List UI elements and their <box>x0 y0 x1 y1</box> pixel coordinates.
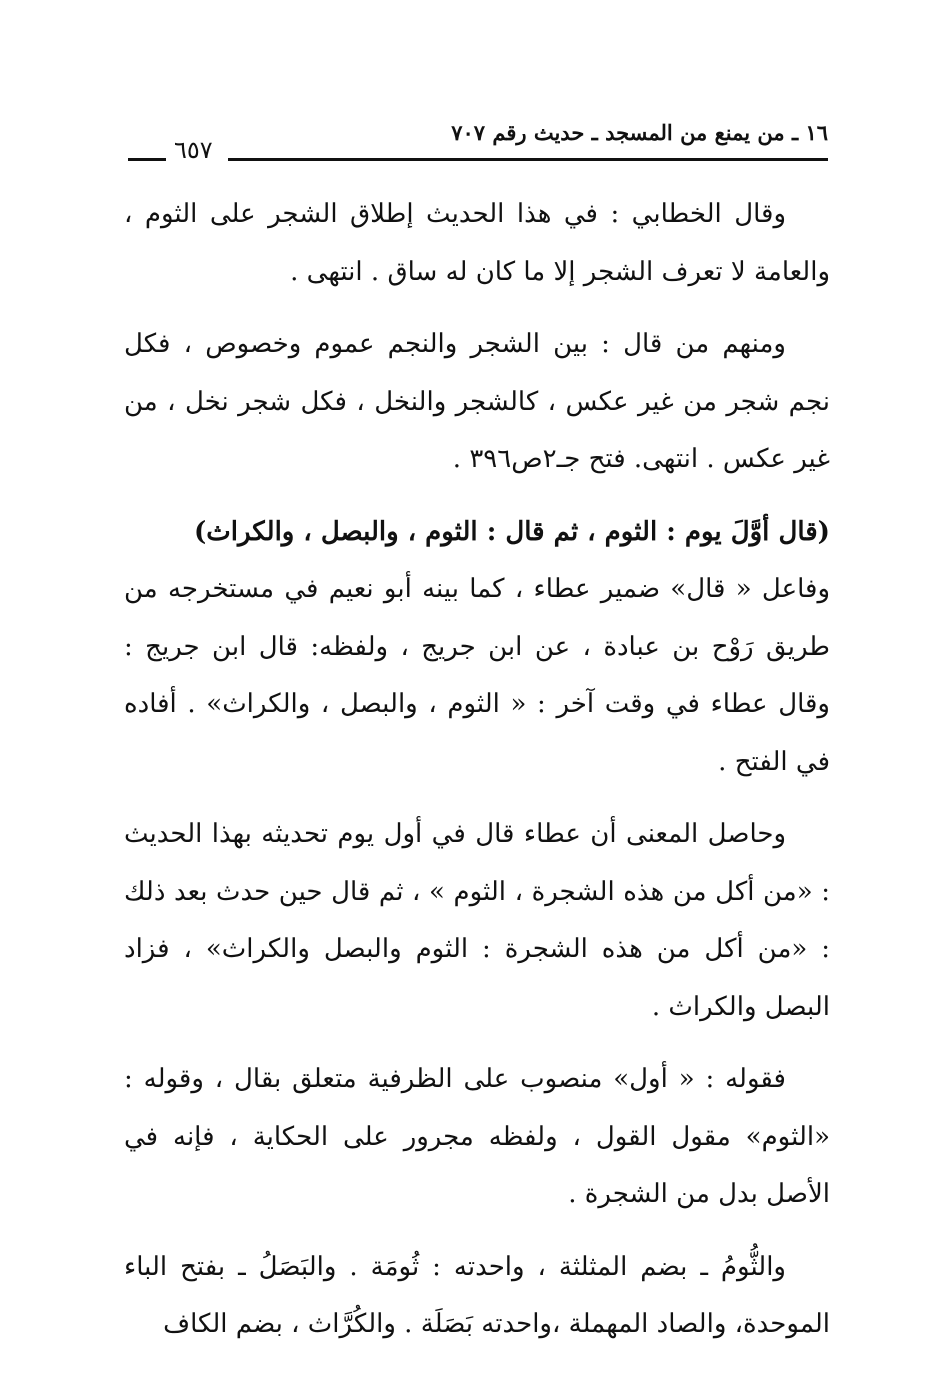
hadith-lemma: (قال أوَّلَ يوم : الثوم ، ثم قال : الثوم ، والبصل ، والكراث) <box>193 516 830 547</box>
body-text <box>124 186 830 1369</box>
paragraph-qawluhu-awwal: فقوله : « أول» منصوب على الظرفية متعلق بقال ، وقوله : «الثوم» مقول القول ، ولفظه مجرور على الحكاية ، فإنه في الأصل بدل من الشجرة . <box>124 1064 830 1209</box>
paragraph-khattabi: وقال الخطابي : في هذا الحديث إطلاق الشجر على الثوم ، والعامة لا تعرف الشجر إلا ما كان له ساق . انتهى . <box>124 199 830 287</box>
page-header <box>120 120 828 164</box>
page-number: ٦٥٧ <box>174 136 213 164</box>
header-rule <box>228 158 828 161</box>
running-title: ١٦ ـ من يمنع من المسجد ـ حديث رقم ٧٠٧ <box>451 120 828 145</box>
paragraph-thawm-basal: والثُّومُ ـ بضم المثلثة ، واحدته : ثُومَة . والبَصَلُ ـ بفتح الباء الموحدة، والصاد المهملة ،واحدته بَصَلَة . والكُرَّاث ، بضم الكاف <box>124 1251 830 1339</box>
page-number-dash <box>128 158 166 161</box>
paragraph-shajar-najm: ومنهم من قال : بين الشجر والنجم عموم وخصوص ، فكل نجم شجر من غير عكس ، كالشجر والنخل ، فكل شجر نخل ، من غير عكس . انتهى. فتح جـ٢ص٣٩٦ . <box>124 329 830 474</box>
paragraph-hasil-al-mana: وحاصل المعنى أن عطاء قال في أول يوم تحديثه بهذا الحديث : «من أكل من هذه الشجرة ، الثوم » ، ثم قال حين حدث بعد ذلك : «من أكل من هذه الشجرة : الثوم والبصل والكراث» ، فزاد البصل والكراث . <box>124 819 830 1022</box>
paragraph-fail-qala: وفاعل « قال» ضمير عطاء ، كما بينه أبو نعيم في مستخرجه من طريق رَوْح بن عبادة ، عن ابن جريج ، ولفظه: قال ابن جريج : وقال عطاء في وقت آخر : « الثوم ، والبصل ، والكراث» . أفاده في الفتح . <box>124 574 830 777</box>
